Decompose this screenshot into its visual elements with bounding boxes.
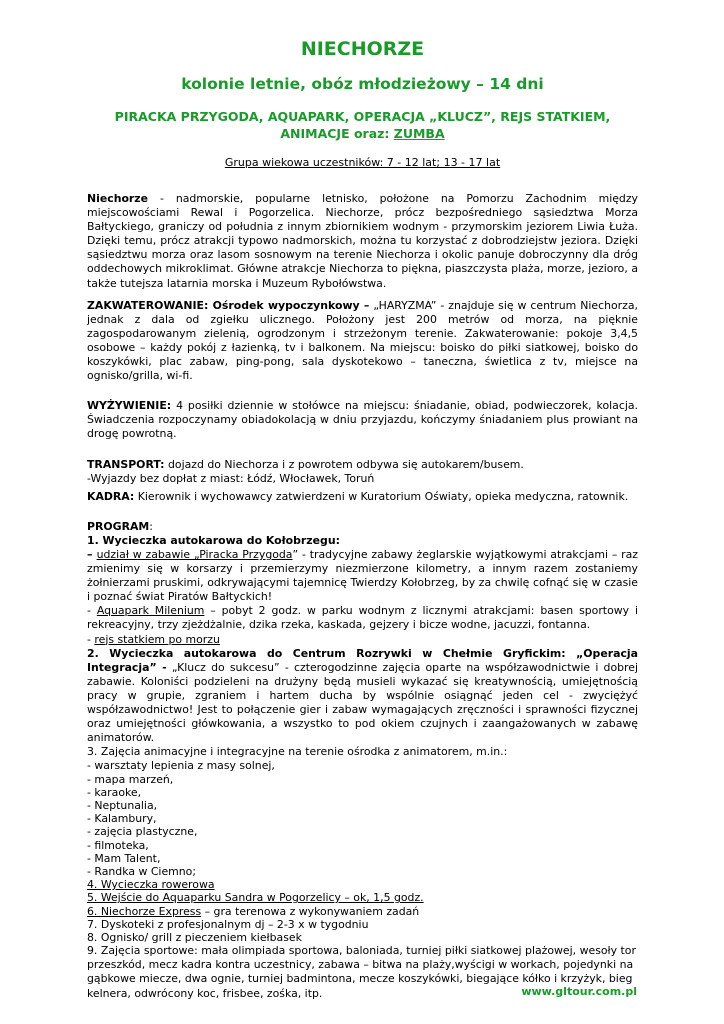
program-item-1: [87, 548, 638, 604]
item6-text: – gra terenowa z wykonywaniem zadań: [201, 904, 420, 918]
program-colon: :: [149, 519, 153, 533]
intro-text: - nadmorskie, popularne letnisko, położone na Pomorzu Zachodnim między miejscowościami Rewal i Pogorzelica. Niechorze, prócz bezpośredniego sąsiedztwa Morza Bałtyckiego, graniczy od południa z innym zbiornikiem wodnym - przymorskim jeziorem Liwia Łuża. Dzięki temu, prócz atrakcji typowo nadmorskich, można tu korzystać z dobrodziejstw jeziora. Dzięki sąsiedztwu morza oraz lasom sosnowym na terenie Niechorza i okolic panuje dobroczynny dla dróg oddechowych mikroklimat. Główne atrakcje Niechorza to piękna, piaszczysta plaża, morze, jezioro, a także tutejsza latarnia morska i Muzeum Rybołówstwa.: [87, 192, 638, 290]
intro-paragraph: [87, 192, 638, 291]
program-label: PROGRAM: [87, 519, 150, 533]
zumba-link[interactable]: ZUMBA: [393, 126, 445, 141]
meals-paragraph: [87, 399, 638, 441]
meals-label: WYŻYWIENIE:: [87, 399, 172, 413]
transport-text: dojazd do Niechorza i z powrotem odbywa się autokarem/busem.: [164, 457, 524, 471]
niechorze-express-link[interactable]: 6. Niechorze Express: [87, 904, 202, 918]
list-item: - Neptunalia,: [87, 798, 158, 812]
page-subtitle: kolonie letnie, obóz młodzieżowy – 14 dni: [181, 75, 544, 93]
program-item-2: [87, 647, 638, 746]
program-headline: [87, 108, 638, 142]
aquapark-milenium-link[interactable]: Aquapark Milenium: [96, 604, 205, 618]
program-item-3: 3. Zajęcia animacyjne i integracyjne na terenie ośrodka z animatorem, m.in.:: [87, 745, 508, 759]
list-item: - Randka w Ciemno;: [87, 865, 197, 878]
list-item: - zajęcia plastyczne,: [87, 825, 198, 839]
document-page: [87, 36, 638, 1001]
activities-list: [87, 759, 638, 878]
staff-text: Kierownik i wychowawcy zatwierdzeni w Kuratorium Oświaty, opieka medyczna, ratownik.: [134, 489, 629, 503]
list-item: - warsztaty lepienia z masy solnej,: [87, 759, 275, 773]
item1-text: ” - tradycyjne zabawy żeglarskie wyjątkowymi atrakcjami – raz zmienimy się w korsarzy i przemierzymy niezmierzone kilometry, a innym razem zostaniemy żołnierzami pruskimi, odkrywającymi tajemnicę Twierdzy Kołobrzeg, by za chwilę cofnąć się w czasie i poznać świat Piratów Bałtyckich!: [87, 547, 638, 604]
program-item-4[interactable]: 4. Wycieczka rowerowa: [87, 878, 215, 892]
list-item: - Kalambury,: [87, 812, 157, 826]
program-heading: [87, 520, 638, 534]
cruise-link[interactable]: rejs statkiem po morzu: [94, 632, 220, 646]
piracka-przygoda-link[interactable]: udział w zabawie „Piracka Przygoda: [96, 547, 293, 561]
aquapark-text: – pobyt 2 godz. w parku wodnym z licznymi atrakcjami: basen sportowy i rekreacyjny, trzy zjeżdżalnie, dzika rzeka, kaskada, gejzery i bicze wodne, jacuzzi, fontanna.: [87, 604, 638, 632]
website-footer[interactable]: www.gltour.com.pl: [521, 985, 637, 998]
headline-line-2: ANIMACJE oraz:: [280, 126, 394, 141]
item1-dash: –: [87, 547, 97, 561]
transport-paragraph: [87, 458, 638, 472]
cruise-item: [87, 633, 638, 647]
list-item: - Mam Talent,: [87, 851, 161, 865]
program-item-6: [87, 905, 638, 918]
meals-text: 4 posiłki dziennie w stołówce na miejscu: śniadanie, obiad, podwieczorek, kolacja. Świadczenia rozpoczynamy obiadokolacją w dniu przyjazdu, kończymy śniadaniem plus prowiant na drogę powrotną.: [87, 399, 638, 441]
program-item-7: 7. Dyskoteki z profesjonalnym dj – 2-3 x w tygodniu: [87, 917, 369, 931]
list-item: - filmoteka,: [87, 838, 149, 852]
aquapark-item: [87, 604, 638, 632]
accommodation-paragraph: [87, 299, 638, 384]
page-title: NIECHORZE: [300, 38, 425, 60]
accommodation-text: „HARYZMA” - znajduje się w centrum Niechorza, jednak z dala od zgiełku ulicznego. Położony jest 200 metrów od morza, na pięknie zagospodarowanym zielenią, ogrodzonym i strzeżonym terenie. Zakwaterowanie: pokoje 3,4,5 osobowe – każdy pokój z łazienką, tv i balkonem. Na miejscu: boisko do piłki siatkowej, boisko do koszykówki, plac zabaw, ping-pong, sala dyskotekowo – taneczna, świetlica z tv, miejsce na ognisko/grilla, wi-fi.: [87, 298, 639, 383]
item2-title: 2. Wycieczka autokarowa do Centrum Rozrywki w Chełmie Gryfickim: „Operacja Integracja” -: [87, 646, 638, 674]
intro-lead: Niechorze: [87, 192, 149, 205]
staff-label: KADRA:: [87, 489, 135, 503]
staff-paragraph: [87, 490, 638, 504]
accommodation-label: ZAKWATEROWANIE: Ośrodek wypoczynkowy –: [87, 298, 370, 312]
program-item-9: 9. Zajęcia sportowe: mała olimpiada sportowa, baloniada, turniej piłki siatkowej plażowej, wesoły tor przeszkód, mecz kadra kontra uczestnicy, zabawa – bitwa na plaży,wyścigi w workach, pojedynki na gąbkowe miecze, dwa ognie, turniej badmintona, mecze koszykówki, biegające kółko i krzyżyk, bieg kelnera, odwrócony koc, frisbee, zośka, itp.: [87, 944, 636, 1000]
departures-line: -Wyjazdy bez dopłat z miast: Łódź, Włocławek, Toruń: [87, 471, 375, 485]
program-item-5[interactable]: 5. Wejście do Aquaparku Sandra w Pogorzelicy – ok, 1,5 godz.: [87, 891, 424, 905]
cruise-dash: -: [87, 632, 95, 646]
aquapark-dash: -: [87, 604, 97, 618]
transport-label: TRANSPORT:: [87, 457, 165, 471]
program-item-8: 8. Ognisko/ grill z pieczeniem kiełbasek: [87, 931, 302, 945]
age-group: Grupa wiekowa uczestników: 7 - 12 lat; 13 - 17 lat: [224, 156, 501, 169]
program-item-1-title: [87, 534, 638, 548]
list-item: - karaoke,: [87, 785, 142, 799]
list-item: - mapa marzeń,: [87, 772, 174, 786]
item1-title-text: 1. Wycieczka autokarowa do Kołobrzegu:: [87, 533, 340, 547]
headline-line-1: PIRACKA PRZYGODA, AQUAPARK, OPERACJA „KLUCZ”, REJS STATKIEM,: [114, 109, 611, 124]
item2-text: „Klucz do sukcesu” - czterogodzinne zajęcia oparte na współzawodnictwie i dobrej zabawie. Koloniści podzieleni na drużyny będą musieli wykazać się kreatywnością, umiejętnością pracy w grupie, zgraniem i hartem ducha by wspólnie osiągnąć jeden cel - zwyciężyć współzawodnictwo! Jest to połączenie gier i zabaw wymagających zręczności i sprawności fizycznej oraz umiejętności główkowania, a wszystko to pod okiem czujnych i zaangażowanych w zabawę animatorów.: [87, 660, 639, 745]
